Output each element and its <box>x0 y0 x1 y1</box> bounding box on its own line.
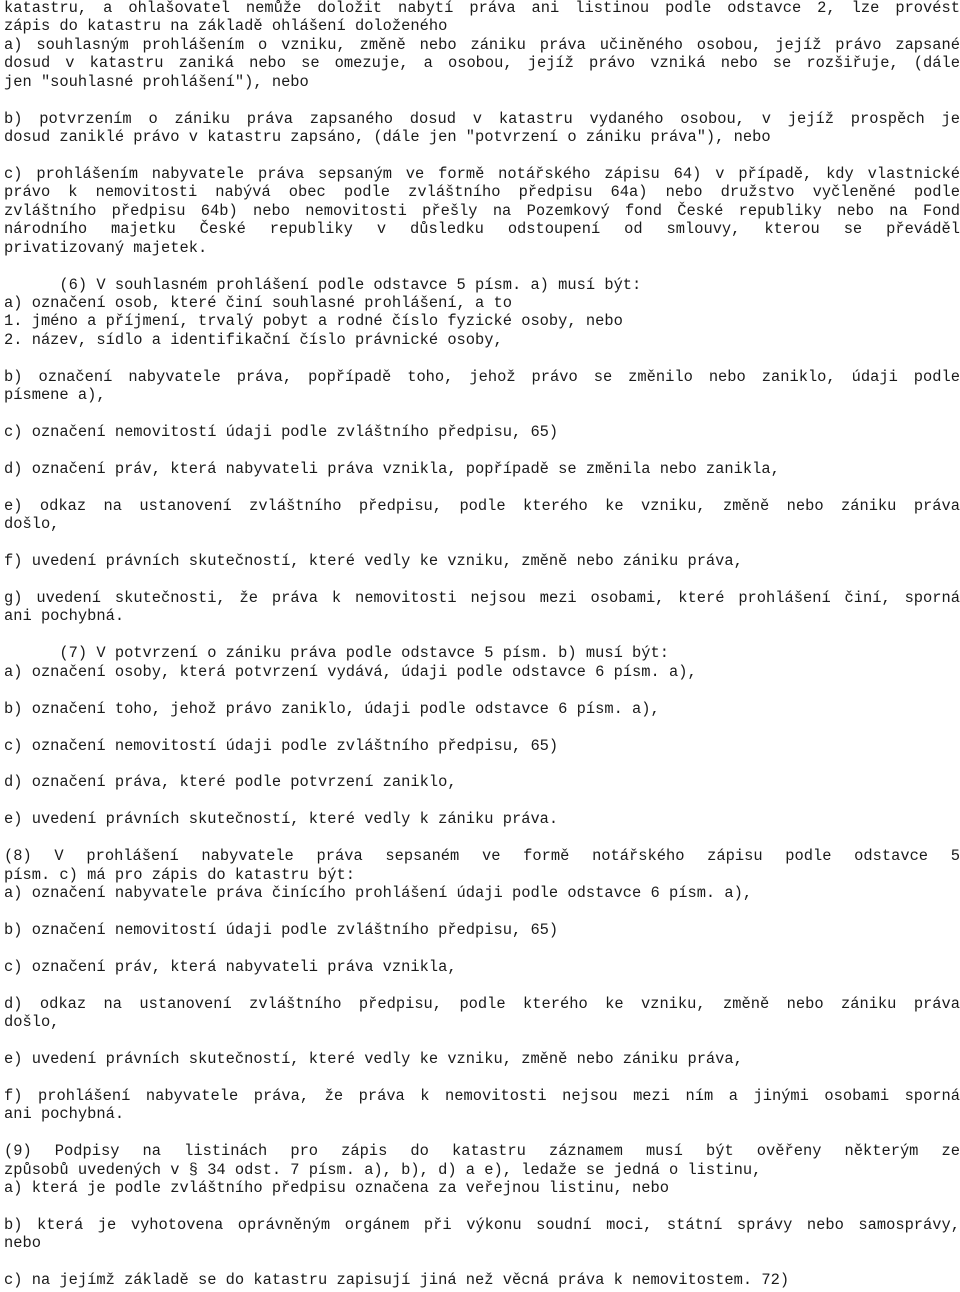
blank-line <box>4 1197 960 1215</box>
text-line: c) označení práv, která nabyvateli práva vznikla, <box>4 957 457 976</box>
blank-line <box>4 829 960 847</box>
text-line: došlo, <box>4 1013 60 1032</box>
blank-line <box>4 939 960 957</box>
blank-line <box>4 442 960 460</box>
text-line: písmene a), <box>4 386 106 405</box>
text-line: jen "souhlasné prohlášení"), nebo <box>4 72 309 91</box>
text-line: b) označení nemovitostí údaji podle zvláštního předpisu, 65) <box>4 920 559 939</box>
text-line: a) označení nabyvatele práva činícího prohlášení údaji podle odstavce 6 písm. a), <box>4 884 753 902</box>
text-line: f) uvedení právních skutečností, které vedly ke vzniku, změně nebo zániku práva, <box>4 552 743 571</box>
text-line: g) uvedení skutečnosti, že práva k nemovitosti nejsou mezi osobami, které prohlášení činí, sporná <box>4 589 960 607</box>
text-line: zápis do katastru na základě ohlášení doloženého <box>4 17 448 36</box>
blank-line <box>4 1124 960 1142</box>
text-line: zvláštního předpisu 64b) nebo nemovitosti přešly na Pozemkový fond České republiky nebo na Fond <box>4 201 960 220</box>
document-page <box>4 0 960 1290</box>
text-line: (7) V potvrzení o zániku práva podle odstavce 5 písm. b) musí být: <box>4 644 669 663</box>
text-line: a) označení osob, které činí souhlasné prohlášení, a to <box>4 294 512 312</box>
text-line: (6) V souhlasném prohlášení podle odstavce 5 písm. a) musí být: <box>4 275 642 294</box>
blank-line <box>4 792 960 810</box>
text-line: d) odkaz na ustanovení zvláštního předpisu, podle kterého ke vzniku, změně nebo zániku práva <box>4 994 960 1013</box>
text-line: f) prohlášení nabyvatele práva, že práva k nemovitosti nejsou mezi ním a jinými osobami sporná <box>4 1086 960 1105</box>
text-line: dosud zaniklé právo v katastru zapsáno, (dále jen "potvrzení o zániku práva"), nebo <box>4 128 771 147</box>
text-line: a) označení osoby, která potvrzení vydává, údaji podle odstavce 6 písm. a), <box>4 662 697 681</box>
text-line: c) na jejímž základě se do katastru zapisují jiná než věcná práva k nemovitostem. 72) <box>4 1271 790 1290</box>
blank-line <box>4 626 960 644</box>
blank-line <box>4 1032 960 1050</box>
text-line: nebo <box>4 1234 41 1253</box>
text-line: (8) V prohlášení nabyvatele práva sepsaném ve formě notářského zápisu podle odstavce 5 <box>4 847 960 866</box>
text-line: a) souhlasným prohlášením o vzniku, změně nebo zániku práva učiněného osobou, jejíž právo zapsané <box>4 35 960 54</box>
text-line: 2. název, sídlo a identifikační číslo právnické osoby, <box>4 330 503 349</box>
text-line: b) označení toho, jehož právo zaniklo, údaji podle odstavce 6 písm. a), <box>4 699 660 718</box>
text-line: b) potvrzením o zániku práva zapsaného dosud v katastru vydaného osobou, v jejíž prospěch je <box>4 109 960 128</box>
text-line: ani pochybná. <box>4 1105 125 1124</box>
blank-line <box>4 1253 960 1271</box>
text-line: e) odkaz na ustanovení zvláštního předpisu, podle kterého ke vzniku, změně nebo zániku práva <box>4 496 960 515</box>
blank-line <box>4 976 960 994</box>
text-line: ani pochybná. <box>4 607 125 626</box>
blank-line <box>4 147 960 165</box>
text-line: národního majetku České republiky v důsledku odstoupení od smlouvy, kterou se převáděl <box>4 220 960 239</box>
blank-line <box>4 571 960 589</box>
text-line: c) označení nemovitostí údaji podle zvláštního předpisu, 65) <box>4 736 559 755</box>
blank-line <box>4 91 960 109</box>
text-line: právo k nemovitosti nabývá obec podle zvláštního předpisu 64a) nebo družstvo vyčleněné podle <box>4 183 960 202</box>
text-line: d) označení práv, která nabyvateli práva vznikla, popřípadě se změnila nebo zanikla, <box>4 459 780 478</box>
text-line: katastru, a ohlašovatel nemůže doložit nabytí práva ani listinou podle odstavce 2, lze provést <box>4 0 960 17</box>
blank-line <box>4 1068 960 1086</box>
blank-line <box>4 257 960 275</box>
blank-line <box>4 755 960 773</box>
blank-line <box>4 349 960 367</box>
text-line: písm. c) má pro zápis do katastru být: <box>4 865 355 884</box>
text-line: privatizovaný majetek. <box>4 238 208 257</box>
text-line: dosud v katastru zaniká nebo se omezuje, a osobou, jejíž právo vzniká nebo se rozšiřuje, (dále <box>4 54 960 73</box>
text-line: došlo, <box>4 515 60 534</box>
blank-line <box>4 478 960 496</box>
text-line: b) která je vyhotovena oprávněným orgánem při výkonu soudní moci, státní správy nebo samosprávy, <box>4 1215 960 1234</box>
text-line: b) označení nabyvatele práva, popřípadě toho, jehož právo se změnilo nebo zaniklo, údaji podle <box>4 367 960 386</box>
text-line: 1. jméno a příjmení, trvalý pobyt a rodné číslo fyzické osoby, nebo <box>4 312 623 331</box>
blank-line <box>4 718 960 736</box>
text-line: způsobů uvedených v § 34 odst. 7 písm. a), b), d) a e), ledaže se jedná o listinu, <box>4 1160 762 1179</box>
text-line: d) označení práva, které podle potvrzení zaniklo, <box>4 773 457 792</box>
text-line: e) uvedení právních skutečností, které vedly ke vzniku, změně nebo zániku práva, <box>4 1049 743 1068</box>
text-line: c) prohlášením nabyvatele práva sepsaným ve formě notářského zápisu 64) v případě, kdy vlastnické <box>4 164 960 183</box>
text-line: (9) Podpisy na listinách pro zápis do katastru záznamem musí být ověřeny některým ze <box>4 1142 960 1161</box>
blank-line <box>4 405 960 423</box>
blank-line <box>4 902 960 920</box>
blank-line <box>4 681 960 699</box>
text-line: e) uvedení právních skutečností, které vedly k zániku práva. <box>4 810 559 829</box>
blank-line <box>4 534 960 552</box>
text-line: c) označení nemovitostí údaji podle zvláštního předpisu, 65) <box>4 423 559 442</box>
text-line: a) která je podle zvláštního předpisu označena za veřejnou listinu, nebo <box>4 1179 669 1197</box>
